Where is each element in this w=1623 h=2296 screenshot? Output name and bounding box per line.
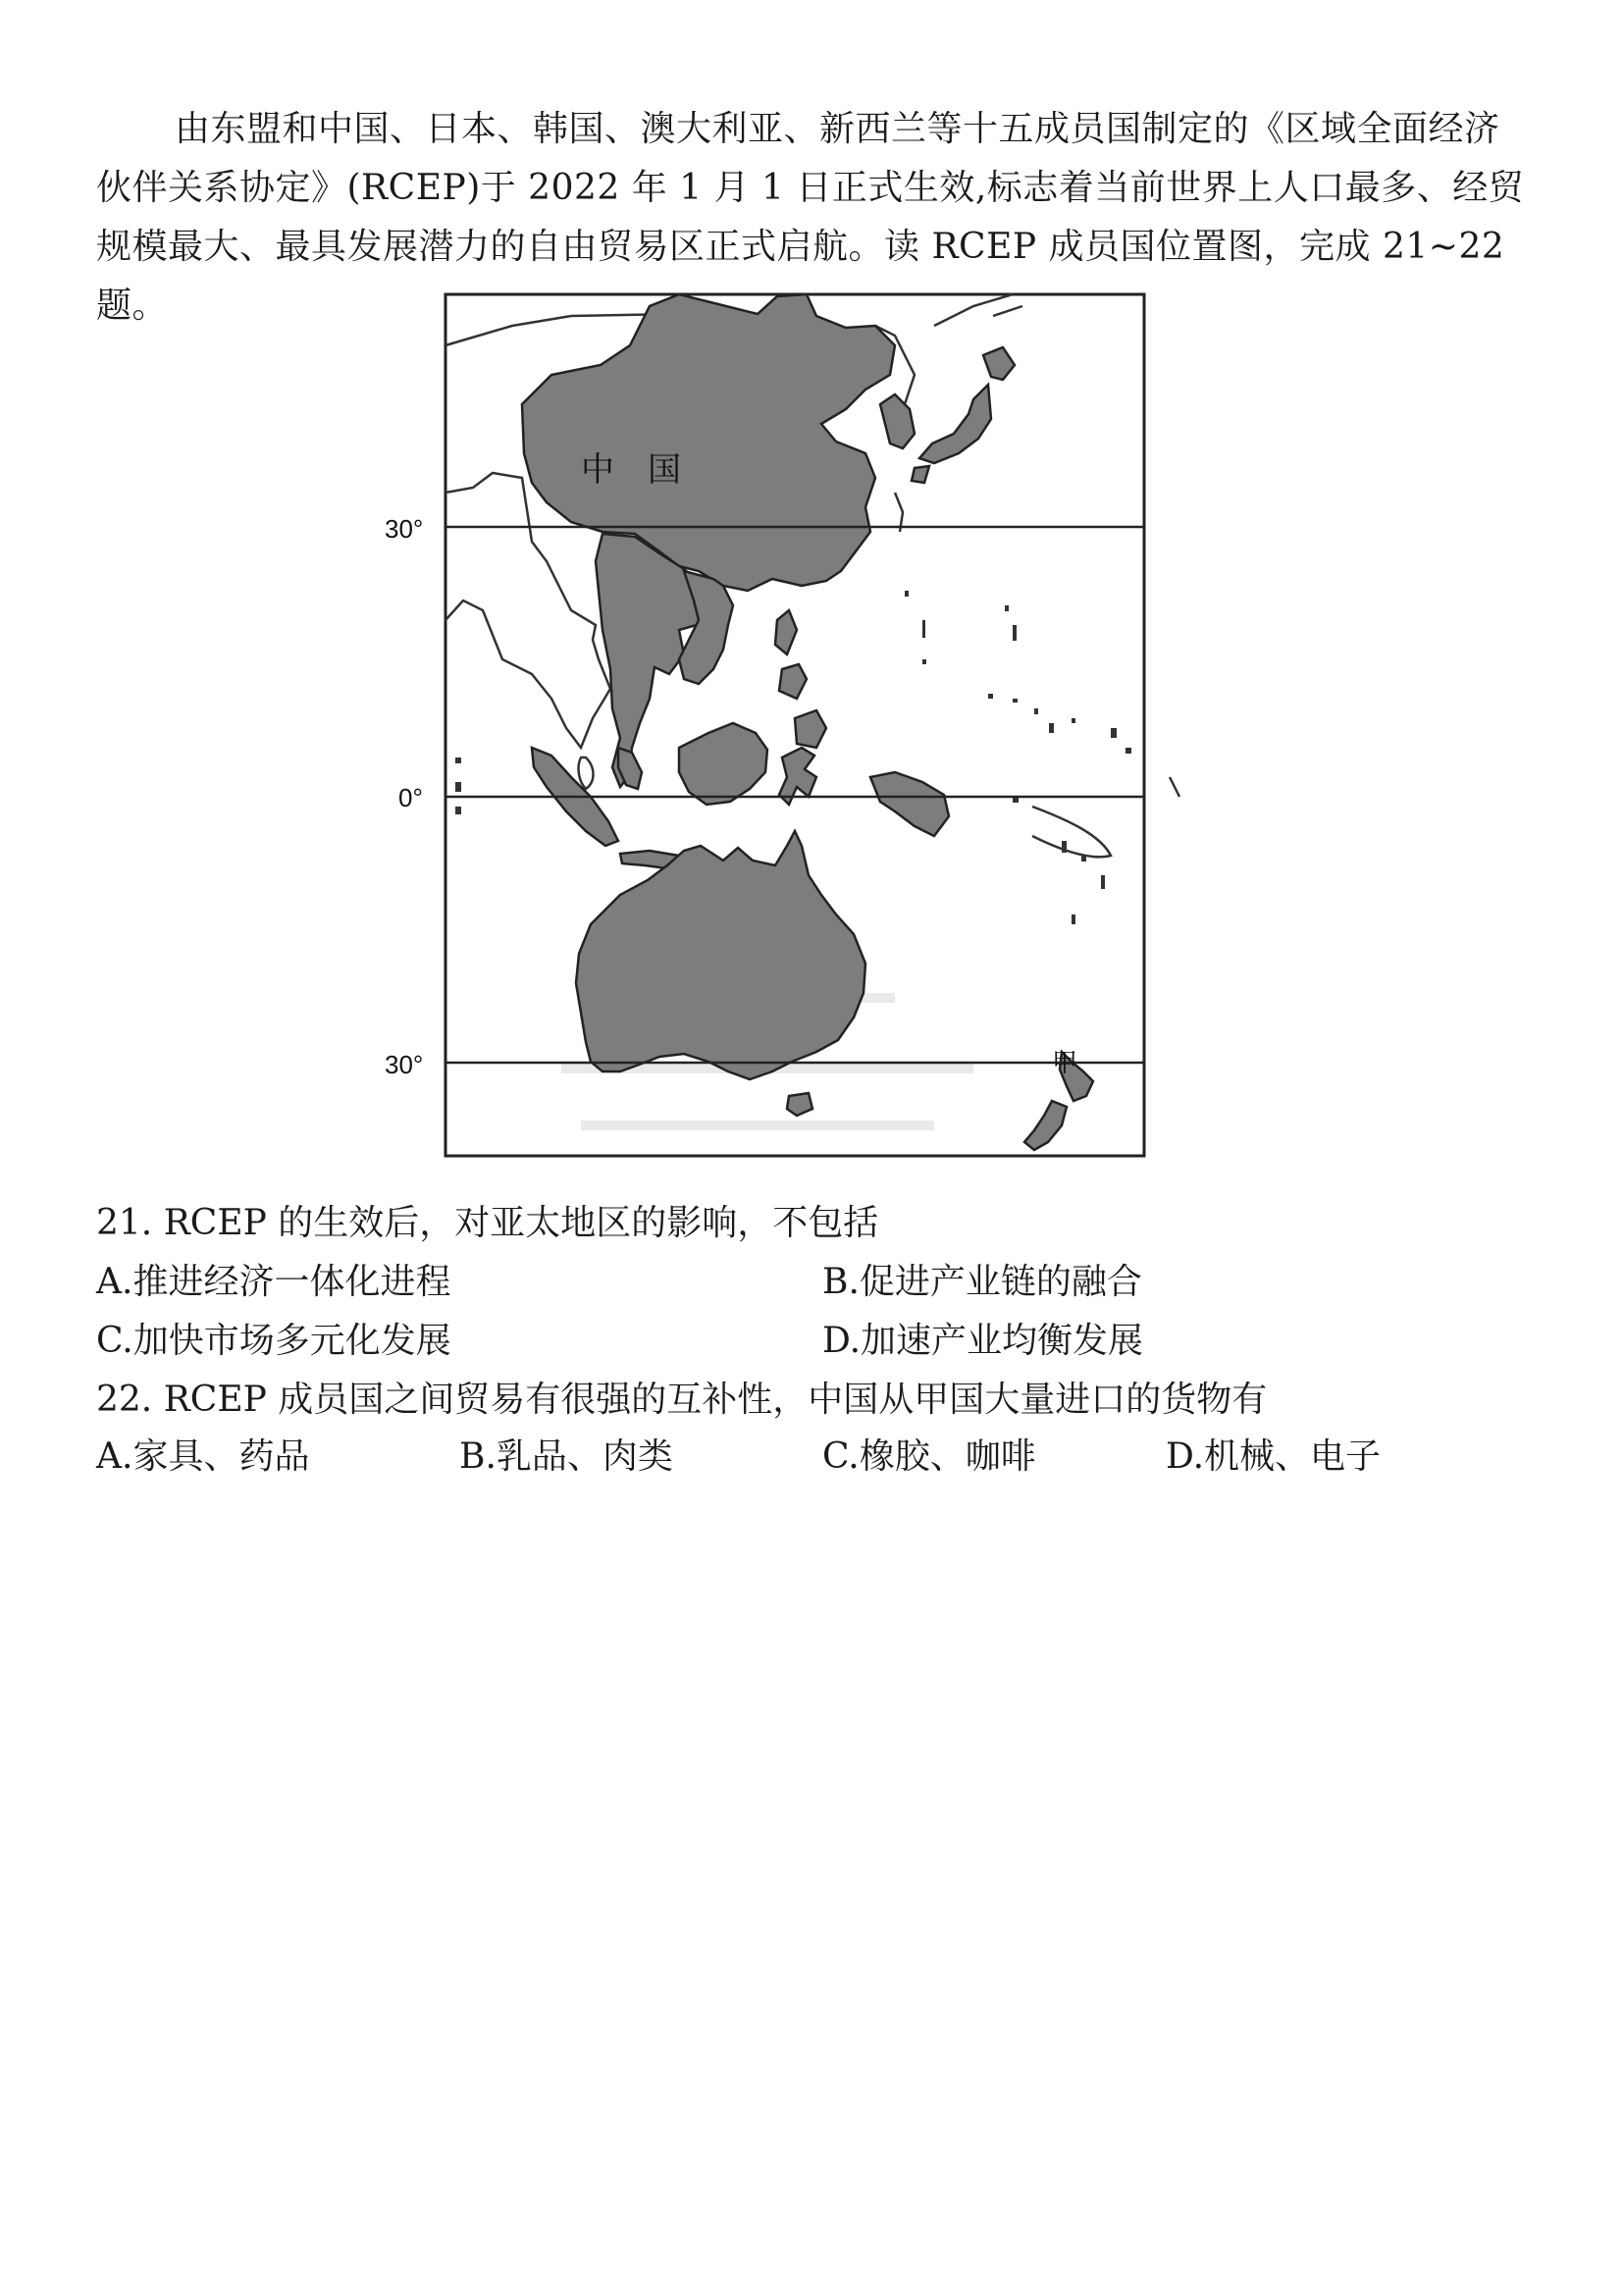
q21-stem: 21. RCEP 的生效后，对亚太地区的影响，不包括 <box>96 1203 879 1243</box>
tasmania-shape <box>787 1093 812 1116</box>
q21-option-b[interactable]: B.促进产业链的融合 <box>822 1262 1142 1302</box>
island <box>1005 605 1009 611</box>
q21-option-d[interactable]: D.加速产业均衡发展 <box>822 1321 1144 1361</box>
q21-option-a[interactable]: A.推进经济一体化进程 <box>96 1262 451 1302</box>
siberia-coast-outline <box>934 294 1022 326</box>
sri-lanka-outline <box>579 757 594 789</box>
island <box>1072 718 1075 723</box>
island <box>905 591 909 597</box>
borneo-shape <box>679 723 767 805</box>
pacific-coast-outline <box>1170 777 1179 797</box>
intro-paragraph: 由东盟和中国、日本、韩国、澳大利亚、新西兰等十五成员国制定的《区域全面经济伙伴关系协定》(RCEP)于 2022 年 1 月 1 日正式生效,标志着当前世界上人口最多、经贸规模最大、最具发展潜力的自由贸易区正式启航。读 RCEP 成员国位置图，完成 21~22 题。 <box>96 109 1525 326</box>
q22-stem: 22. RCEP 成员国之间贸易有很强的互补性，中国从甲国大量进口的货物有 <box>96 1380 1268 1420</box>
q22-option-b[interactable]: B.乳品、肉类 <box>459 1436 673 1477</box>
island <box>1013 699 1018 703</box>
island <box>1126 748 1131 754</box>
island <box>1111 728 1117 738</box>
rcep-member-map <box>385 287 1193 1170</box>
lat-label-equator: 0° <box>398 783 423 812</box>
q22-option-d[interactable]: D.机械、电子 <box>1166 1436 1382 1477</box>
lat-label-30s: 30° <box>385 1050 424 1079</box>
island <box>1101 875 1105 889</box>
map-svg <box>385 287 1193 1170</box>
island <box>455 782 461 792</box>
island <box>1049 723 1054 733</box>
island <box>455 807 461 814</box>
q21-option-c[interactable]: C.加快市场多元化发展 <box>96 1321 451 1361</box>
q22-option-a[interactable]: A.家具、药品 <box>96 1436 310 1477</box>
island <box>1013 625 1017 641</box>
q22-option-c[interactable]: C.橡胶、咖啡 <box>822 1436 1036 1477</box>
japan-shape <box>912 347 1015 483</box>
new-guinea-west-shape <box>870 772 949 836</box>
island <box>1034 708 1038 714</box>
png-outline <box>1032 807 1111 857</box>
lat-label-30n: 30° <box>385 514 424 544</box>
philippines-shape <box>775 610 826 748</box>
island <box>1062 841 1067 853</box>
island <box>1081 856 1086 861</box>
island <box>922 659 926 664</box>
island <box>455 757 461 763</box>
korea-shape <box>880 394 915 448</box>
bleed-mark <box>581 1121 934 1130</box>
island <box>922 620 925 638</box>
australia-shape <box>576 831 865 1079</box>
china-shape <box>522 294 895 591</box>
island <box>1072 914 1075 924</box>
jia-label: 甲 <box>1052 1049 1078 1078</box>
member-countries <box>522 294 1093 1150</box>
island <box>988 694 993 699</box>
china-label: 中 国 <box>581 450 681 490</box>
